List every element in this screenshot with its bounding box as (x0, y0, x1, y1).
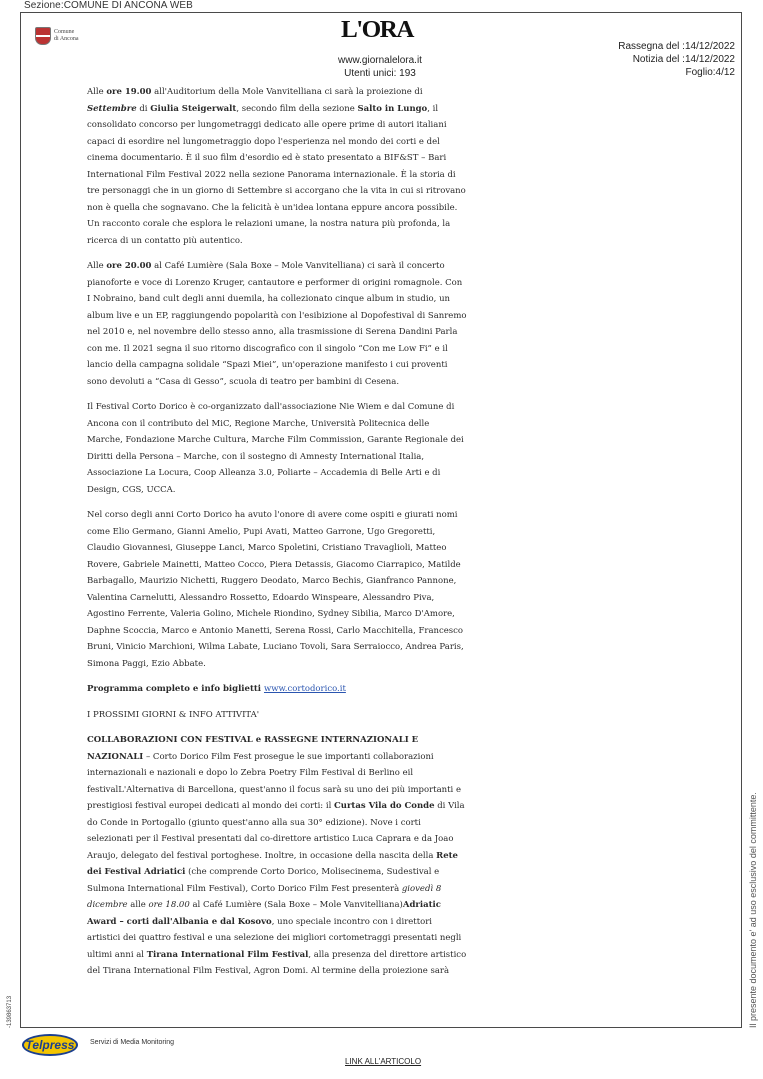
cortodorico-link[interactable]: www.cortodorico.it (263, 684, 346, 694)
publication-info (300, 54, 460, 80)
article-paragraph: Il Festival Corto Dorico è co-organizzato dall'associazione Nie Wiem e dal Comune di Ancona con il contributo del MiC, Regione Marche, Università Politecnica delle Marche, Fondazione Marche Cultura, Marche Film Commission, Garante Regionale dei Diritti della Persona – Marche, con il sostegno di Amnesty International Italia, Associazione La Locura, Coop Alleanza 3.0, Poliarte – Accademia di Belle Arti e di Design, CGS, UCCA. (87, 402, 464, 495)
emphasis-text: Giulia Steigerwalt (150, 103, 237, 114)
emphasis-text: Salto in Lungo (357, 103, 428, 114)
comune-logo-line2: di Ancona (54, 36, 79, 42)
article-paragraph: Alle ore 19.00 all'Auditorium della Mole Vanvitelliana ci sarà la proiezione di Settembre di Giulia Steigerwalt, secondo film della sezione Salto in Lungo, il consolidato concorso per lungometraggi dedicato alle opere prime di autori italiani capaci di esordire nel lungometraggio dopo l'esperienza nel mondo dei corti e del cinema documentario. È il suo film d'esordio ed è stato presentato a BIF&ST – Bari International Film Festival 2022 nella sezione Panorama internazionale. È la storia di tre personaggi che in un giorno di Settembre si accorgano che la vita in cui si ritrovano non è quella che sognavano. Che la felicità è un'idea lontana eppure ancora possibile. Un racconto corale che esplora le relazioni umane, la nostra natura più profonda, la ricerca di un contatto più autentico. (87, 87, 466, 246)
programma-label: Programma completo e info biglietti (87, 684, 264, 694)
emphasis-text: ore 18.00 (148, 900, 190, 910)
emphasis-text: Curtas Vila do Conde (334, 801, 435, 811)
emphasis-text: Adriatic Award – corti dall'Albania e dal Kosovo (87, 900, 441, 927)
crest-icon (35, 27, 51, 45)
rassegna-date: Rassegna del :14/12/2022 (618, 41, 735, 52)
notizia-date: Notizia del :14/12/2022 (632, 54, 735, 65)
section-heading: I PROSSIMI GIORNI & INFO ATTIVITA' (87, 709, 260, 720)
foglio-label: Foglio:4/12 (685, 67, 735, 78)
emphasis-text: Settembre (87, 103, 137, 114)
comune-logo (35, 27, 79, 45)
rassegna-info (618, 40, 735, 79)
emphasis-text: ore 20.00 (106, 261, 152, 271)
comune-logo-line1: Comune (54, 29, 75, 35)
sezione-label: Sezione:COMUNE DI ANCONA WEB (24, 0, 193, 11)
servizi-label: Servizi di Media Monitoring (90, 1039, 175, 1046)
masthead-logo: L'ORA (341, 17, 413, 43)
programma-paragraph (87, 681, 467, 698)
utenti-label: Utenti unici: 193 (344, 68, 416, 79)
link-articolo[interactable]: LINK ALL'ARTICOLO (345, 1057, 422, 1066)
document-code: -139863713 (7, 995, 13, 1028)
article-paragraph: Alle ore 20.00 al Café Lumière (Sala Boxe – Mole Vanvitelliana) ci sarà il concerto pianoforte e voce di Lorenzo Kruger, cantautore e performer di origini romagnole. Con I Nobraino, band cult degli anni duemila, ha collezionato cinque album in studio, un album live e un EP, raggiungendo popolarità con l'esibizione al Dopofestival di Sanremo nel 2010 e, nel novembre dello stesso anno, alla trasmissione di Serena Dandini Parla con me. Il 2021 segna il suo ritorno discografico con il singolo “Con me Low Fi” e il lancio della campagna solidale “Spazi Miei”, un'operazione manifesto i cui proventi sono devoluti a “Casa di Gesso”, scuola di teatro per bambini di Cesena. (87, 261, 467, 387)
emphasis-text: ore 19.00 (106, 87, 152, 97)
emphasis-text: giovedì 8 dicembre (87, 883, 442, 910)
emphasis-text: COLLABORAZIONI CON FESTIVAL e RASSEGNE INTERNAZIONALI E NAZIONALI (87, 735, 419, 762)
emphasis-text: Rete dei Festival Adriatici (87, 850, 458, 877)
website-label: www.giornalelora.it (338, 55, 422, 66)
emphasis-text: Tirana International Film Festival (146, 949, 309, 960)
telpress-logo: Telpress (22, 1034, 78, 1056)
article-paragraph: Nel corso degli anni Corto Dorico ha avuto l'onore di avere come ospiti e giurati nomi come Elio Germano, Gianni Amelio, Pupi Avati, Matteo Garrone, Ugo Gregoretti, Claudio Giovannesi, Giuseppe Lanci, Marco Spoletini, Cristiano Travaglioli, Matteo Rovere, Gabriele Mainetti, Matteo Cocco, Piera Detassis, Giacomo Ciarrapico, Matilde Barbagallo, Maurizio Nichetti, Ruggero Deodato, Marco Bechis, Gianfranco Pannone, Valentina Carnelutti, Alessandro Rossetto, Edoardo Winspeare, Alessandro Piva, Agostino Ferrente, Valeria Golino, Michele Riondino, Sydney Sibilia, Marco D'Amore, Daphne Scoccia, Marco e Antonio Manetti, Serena Rossi, Carlo Macchitella, Francesco Bruni, Vinicio Marchioni, Wilma Labate, Luciano Tovoli, Sara Serraiocco, Andrea Paris, Simona Paggi, Ezio Abbate. (87, 510, 464, 669)
article-body (87, 84, 467, 989)
article-paragraph: COLLABORAZIONI CON FESTIVAL e RASSEGNE INTERNAZIONALI E NAZIONALI – Corto Dorico Film Fest prosegue le sue importanti collaborazioni internazionali e nazionali e dopo lo Zebra Poetry Film Festival di Berlino eil festivalL'Alternativa di Barcellona, quest'anno il focus sarà su uno dei più importanti e prestigiosi festival europei dedicati al mondo dei corti: il Curtas Vila do Conde di Vila do Conde in Portogallo (giunto quest'anno alla sua 30° edizione). Nove i corti selezionati per il Festival presentati dal co-direttore artistico Luca Caprara e da Joao Araujo, delegato del festival portoghese. Inoltre, in occasione della nascita della Rete dei Festival Adriatici (che comprende Corto Dorico, Molisecinema, Sudestival e Sulmona International Film Festival), Corto Dorico Film Fest presenterà giovedì 8 dicembre alle ore 18.00 al Café Lumière (Sala Boxe – Mole Vanvitelliana)Adriatic Award – corti dall'Albania e dal Kosovo, uno speciale incontro con i direttori artistici dei quattro festival e una selezione dei migliori cortometraggi presentati negli ultimi anni al Tirana International Film Festival, alla presenza del direttore artistico del Tirana International Film Festival, Agron Domi. Al termine della proiezione sarà (87, 735, 467, 976)
usage-disclaimer: Il presente documento e' ad uso esclusivo del committente. (748, 792, 758, 1028)
